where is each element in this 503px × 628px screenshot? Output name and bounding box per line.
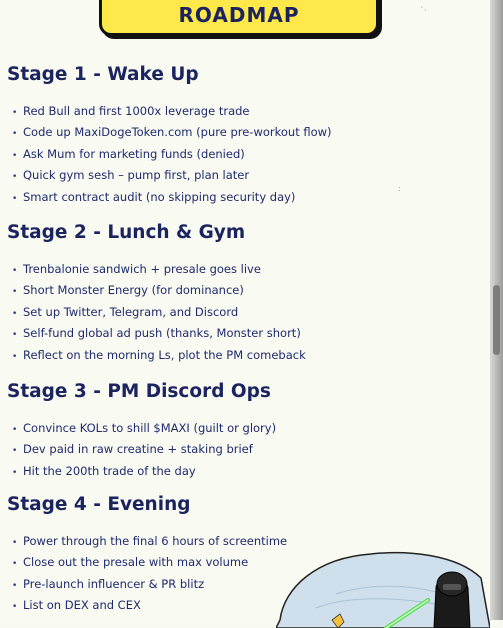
list-item: • Convince KOLs to shill $MAXI (guilt or glory) — [12, 421, 277, 435]
stage-1-list — [12, 101, 332, 208]
list-item: • Set up Twitter, Telegram, and Discord — [12, 304, 239, 319]
list-item: • Reflect on the morning Ls, plot the PM comeback — [12, 347, 306, 362]
cartoon-illustration — [276, 548, 490, 628]
list-item: • List on DEX and CEX — [12, 598, 141, 613]
list-item: • Hit the 200th trade of the day — [12, 463, 196, 478]
speck-decoration: : — [398, 184, 401, 193]
stage-4-title: Stage 4 - Evening — [7, 494, 191, 515]
roadmap-banner — [99, 0, 379, 36]
list-item: • Quick gym sesh – pump first, plan later — [12, 168, 250, 183]
stage-3-title: Stage 3 - PM Discord Ops — [7, 381, 271, 402]
list-item: • Ask Mum for marketing funds (denied) — [12, 146, 245, 161]
scrollbar-thumb[interactable] — [493, 285, 500, 355]
list-item: • Trenbalonie sandwich + presale goes live — [12, 262, 261, 276]
scrollbar[interactable] — [490, 0, 503, 620]
roadmap-title: ROADMAP — [178, 3, 300, 27]
list-item: • Dev paid in raw creatine + staking brief — [12, 442, 253, 457]
stage-2-list — [12, 259, 306, 366]
list-item: • Short Monster Energy (for dominance) — [12, 283, 244, 298]
list-item: • Power through the final 6 hours of screentime — [12, 534, 288, 548]
stage-3-list — [12, 418, 276, 482]
speck-decoration: `· — [420, 6, 427, 15]
stage-4-list — [12, 531, 287, 617]
list-item: • Code up MaxiDogeToken.com (pure pre-workout flow) — [12, 125, 332, 140]
list-item: • Red Bull and first 1000x leverage trade — [12, 104, 250, 118]
stage-2-title: Stage 2 - Lunch & Gym — [7, 222, 246, 243]
list-item: • Self-fund global ad push (thanks, Monster short) — [12, 326, 301, 341]
list-item: • Smart contract audit (no skipping security day) — [12, 189, 296, 204]
stage-1-title: Stage 1 - Wake Up — [7, 64, 199, 85]
list-item: • Pre-launch influencer & PR blitz — [12, 576, 205, 591]
list-item: • Close out the presale with max volume — [12, 555, 249, 570]
